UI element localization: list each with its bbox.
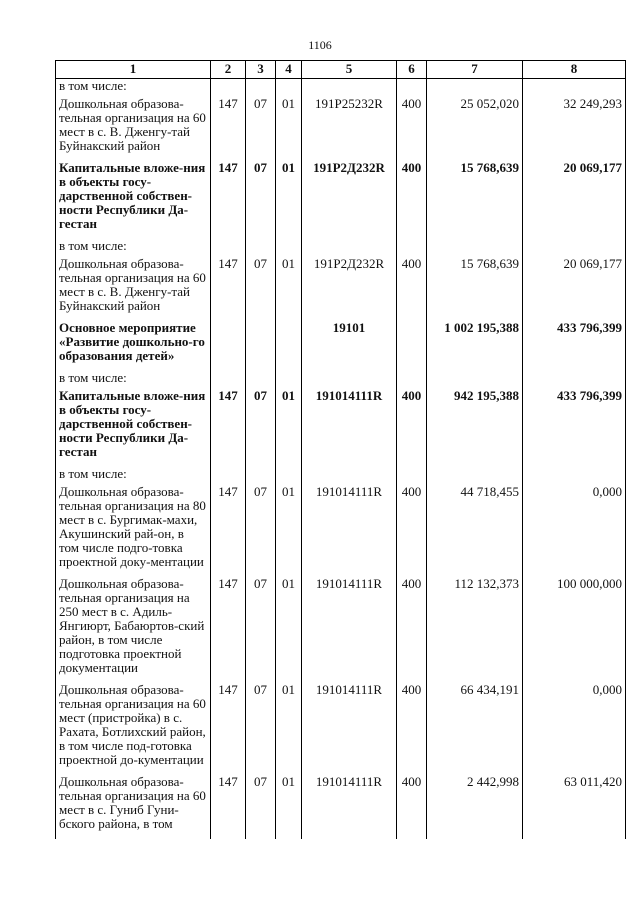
table-row: [56, 389, 626, 467]
table-cell: [523, 467, 626, 485]
table-row: [56, 257, 626, 321]
table-body: [56, 79, 626, 840]
table-cell: 15 768,639: [427, 161, 523, 239]
table-row: [56, 321, 626, 371]
row-name-cell: Дошкольная образова-тельная организация на 250 мест в с. Адиль-Янгиюрт, Бабаюртов-ский район, в том числе подготовка проектной документации: [56, 577, 211, 683]
table-cell: 400: [397, 161, 427, 239]
table-cell: [302, 79, 397, 98]
table-cell: 400: [397, 775, 427, 839]
table-cell: [246, 79, 276, 98]
row-name-cell: в том числе:: [56, 371, 211, 389]
table-cell: 400: [397, 485, 427, 577]
table-cell: 32 249,293: [523, 97, 626, 161]
table-cell: [211, 321, 246, 371]
table-cell: 147: [211, 485, 246, 577]
table-cell: [276, 371, 302, 389]
table-cell: 01: [276, 389, 302, 467]
table-cell: [246, 371, 276, 389]
table-cell: 2 442,998: [427, 775, 523, 839]
table-cell: 400: [397, 97, 427, 161]
table-cell: 400: [397, 257, 427, 321]
table-cell: 100 000,000: [523, 577, 626, 683]
row-name-cell: Дошкольная образова-тельная организация на 80 мест в с. Бургимак-махи, Акушинский рай-он, в том числе подго-товка проектной доку-ментации: [56, 485, 211, 577]
table-cell: 07: [246, 161, 276, 239]
table-cell: [397, 79, 427, 98]
table-cell: 01: [276, 161, 302, 239]
table-cell: 433 796,399: [523, 321, 626, 371]
table-cell: 20 069,177: [523, 257, 626, 321]
table-cell: [427, 371, 523, 389]
table-cell: [523, 239, 626, 257]
table-row-label: [56, 79, 626, 98]
budget-table: [55, 60, 626, 839]
table-cell: 147: [211, 257, 246, 321]
header-row: [56, 61, 626, 79]
table-cell: 191014111R: [302, 775, 397, 839]
row-name-cell: в том числе:: [56, 79, 211, 98]
table-cell: [523, 79, 626, 98]
table-cell: [276, 467, 302, 485]
table-cell: 191014111R: [302, 683, 397, 775]
table-cell: 01: [276, 577, 302, 683]
table-row-label: [56, 239, 626, 257]
table-cell: 191P25232R: [302, 97, 397, 161]
table-cell: [211, 371, 246, 389]
table-row-label: [56, 467, 626, 485]
table-cell: 191014111R: [302, 577, 397, 683]
table-cell: 01: [276, 775, 302, 839]
table-cell: [397, 467, 427, 485]
table-row: [56, 485, 626, 577]
table-cell: 191014111R: [302, 389, 397, 467]
table-cell: 147: [211, 683, 246, 775]
table-cell: 147: [211, 97, 246, 161]
table-cell: 0,000: [523, 485, 626, 577]
table-cell: 19101: [302, 321, 397, 371]
column-header: 2: [211, 61, 246, 79]
row-name-cell: в том числе:: [56, 239, 211, 257]
table-row: [56, 683, 626, 775]
column-header: 7: [427, 61, 523, 79]
table-cell: [246, 321, 276, 371]
table-cell: 191P2Д232R: [302, 257, 397, 321]
table-cell: [276, 321, 302, 371]
row-name-cell: в том числе:: [56, 467, 211, 485]
table-cell: 01: [276, 257, 302, 321]
table-cell: [397, 321, 427, 371]
table-cell: 07: [246, 577, 276, 683]
column-header: 5: [302, 61, 397, 79]
table-cell: [427, 467, 523, 485]
table-cell: 07: [246, 775, 276, 839]
row-name-cell: Капитальные вложе-ния в объекты госу-дарственной собствен-ности Республики Да-гестан: [56, 389, 211, 467]
table-cell: 25 052,020: [427, 97, 523, 161]
page-number: 1106: [308, 38, 332, 52]
row-name-cell: Дошкольная образова-тельная организация на 60 мест в с. В. Дженгу-тай Буйнакский район: [56, 97, 211, 161]
table-cell: [397, 239, 427, 257]
table-cell: 147: [211, 775, 246, 839]
table-cell: [397, 371, 427, 389]
table-cell: [427, 79, 523, 98]
table-cell: 191014111R: [302, 485, 397, 577]
table-cell: 44 718,455: [427, 485, 523, 577]
table-cell: 07: [246, 389, 276, 467]
table-cell: 147: [211, 577, 246, 683]
column-header: 4: [276, 61, 302, 79]
table-cell: [427, 239, 523, 257]
table-row-label: [56, 371, 626, 389]
table-cell: [211, 79, 246, 98]
table-cell: 20 069,177: [523, 161, 626, 239]
table-cell: [276, 79, 302, 98]
table-cell: 433 796,399: [523, 389, 626, 467]
table-cell: 0,000: [523, 683, 626, 775]
table-cell: 01: [276, 97, 302, 161]
row-name-cell: Капитальные вложе-ния в объекты госу-дарственной собствен-ности Республики Да-гестан: [56, 161, 211, 239]
table-cell: [302, 467, 397, 485]
table-cell: 63 011,420: [523, 775, 626, 839]
table-cell: 01: [276, 683, 302, 775]
table-row: [56, 161, 626, 239]
table-cell: 400: [397, 577, 427, 683]
table-cell: [211, 467, 246, 485]
table-cell: 01: [276, 485, 302, 577]
row-name-cell: Дошкольная образова-тельная организация на 60 мест в с. В. Дженгу-тай Буйнакский район: [56, 257, 211, 321]
table-cell: [523, 371, 626, 389]
table-cell: 400: [397, 389, 427, 467]
table-cell: [276, 239, 302, 257]
table-cell: 1 002 195,388: [427, 321, 523, 371]
column-header: 1: [56, 61, 211, 79]
table-cell: 400: [397, 683, 427, 775]
table-cell: 112 132,373: [427, 577, 523, 683]
table-cell: [246, 239, 276, 257]
table-cell: [246, 467, 276, 485]
row-name-cell: Основное мероприятие «Развитие дошкольно-го образования детей»: [56, 321, 211, 371]
table-cell: 15 768,639: [427, 257, 523, 321]
row-name-cell: Дошкольная образова-тельная организация на 60 мест в с. Гуниб Гуни-бского района, в том: [56, 775, 211, 839]
row-name-cell: Дошкольная образова-тельная организация на 60 мест (пристройка) в с. Рахата, Ботлихский район, в том числе под-готовка проектной до-кументации: [56, 683, 211, 775]
table-cell: 07: [246, 97, 276, 161]
table-cell: [211, 239, 246, 257]
column-header: 6: [397, 61, 427, 79]
table-cell: [302, 239, 397, 257]
table-cell: 07: [246, 485, 276, 577]
column-header: 3: [246, 61, 276, 79]
table-cell: 942 195,388: [427, 389, 523, 467]
table-cell: 191P2Д232R: [302, 161, 397, 239]
column-header: 8: [523, 61, 626, 79]
table-cell: 07: [246, 683, 276, 775]
table-row: [56, 577, 626, 683]
table-row: [56, 775, 626, 839]
table-cell: 147: [211, 389, 246, 467]
table-row: [56, 97, 626, 161]
table-cell: 147: [211, 161, 246, 239]
table-cell: 07: [246, 257, 276, 321]
table-cell: 66 434,191: [427, 683, 523, 775]
table-cell: [302, 371, 397, 389]
